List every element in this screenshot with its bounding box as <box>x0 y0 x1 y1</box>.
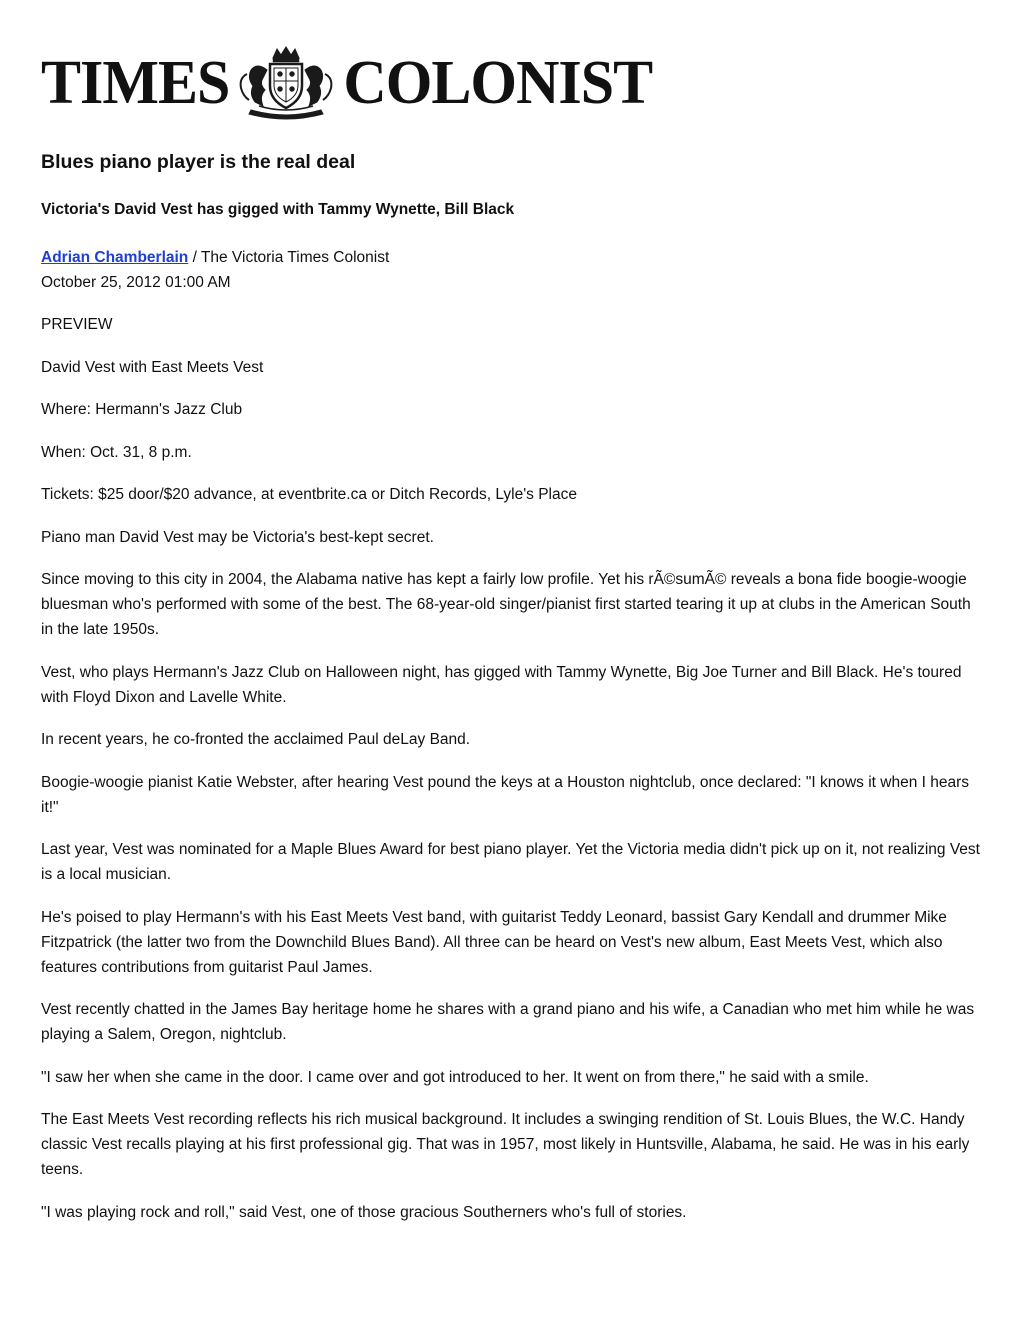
paragraph: "I was playing rock and roll," said Vest, one of those gracious Southerners who's full of stories. <box>41 1203 687 1221</box>
paragraph: When: Oct. 31, 8 p.m. <box>41 443 192 461</box>
paragraph: Boogie-woogie pianist Katie Webster, after hearing Vest pound the keys at a Houston nightclub, once declared: "I knows it when I hears it!" <box>41 773 970 816</box>
article <box>41 148 986 1242</box>
paragraph: Since moving to this city in 2004, the Alabama native has kept a fairly low profile. Yet his rÃ©sumÃ© reveals a bona fide boogie-woogie bluesman who's performed with some of the best. The 68-year-old singer/pianist first started tearing it up at clubs in the American South in the late 1950s. <box>41 571 971 638</box>
byline-author-line <box>41 245 986 270</box>
paragraph: David Vest with East Meets Vest <box>41 358 264 376</box>
paragraph: He's poised to play Hermann's with his East Meets Vest band, with guitarist Teddy Leonard, bassist Gary Kendall and drummer Mike Fitzpatrick (the latter two from the Downchild Blues Band). All three can be heard on Vest's new album, East Meets Vest, which also features contributions from guitarist Paul James. <box>41 908 947 976</box>
masthead-word-colonist: COLONIST <box>343 47 653 117</box>
paragraph: Vest recently chatted in the James Bay heritage home he shares with a grand piano and his wife, a Canadian who met him while he was playing a Salem, Oregon, nightclub. <box>41 1001 975 1043</box>
article-subhead: Victoria's David Vest has gigged with Tammy Wynette, Bill Black <box>41 201 515 218</box>
byline-source: / The Victoria Times Colonist <box>188 249 390 266</box>
article-date: October 25, 2012 01:00 AM <box>41 274 231 291</box>
author-link[interactable]: Adrian Chamberlain <box>41 249 189 266</box>
royal-crest-icon <box>233 44 339 120</box>
paragraph: Tickets: $25 door/$20 advance, at eventbrite.ca or Ditch Records, Lyle's Place <box>41 486 577 503</box>
masthead-logo <box>41 44 653 120</box>
paragraph: Where: Hermann's Jazz Club <box>41 401 243 418</box>
paragraph: Piano man David Vest may be Victoria's best-kept secret. <box>41 528 434 546</box>
paragraph: Vest, who plays Hermann's Jazz Club on Halloween night, has gigged with Tammy Wynette, Big Joe Turner and Bill Black. He's toured with Floyd Dixon and Lavelle White. <box>41 663 962 706</box>
paragraph: "I saw her when she came in the door. I came over and got introduced to her. It went on from there," he said with a smile. <box>41 1068 869 1086</box>
masthead-word-times: TIMES <box>41 47 230 117</box>
article-body <box>41 312 986 1225</box>
paragraph: Last year, Vest was nominated for a Maple Blues Award for best piano player. Yet the Victoria media didn't pick up on it, not realizing Vest is a local musician. <box>41 841 980 883</box>
byline <box>41 245 986 295</box>
article-headline: Blues piano player is the real deal <box>41 151 356 173</box>
paragraph: PREVIEW <box>41 316 113 333</box>
paragraph: In recent years, he co-fronted the acclaimed Paul deLay Band. <box>41 731 471 748</box>
paragraph: The East Meets Vest recording reflects his rich musical background. It includes a swinging rendition of St. Louis Blues, the W.C. Handy classic Vest recalls playing at his first professional gig. That was in 1957, most likely in Huntsville, Alabama, he said. He was in his early teens. <box>41 1111 970 1178</box>
